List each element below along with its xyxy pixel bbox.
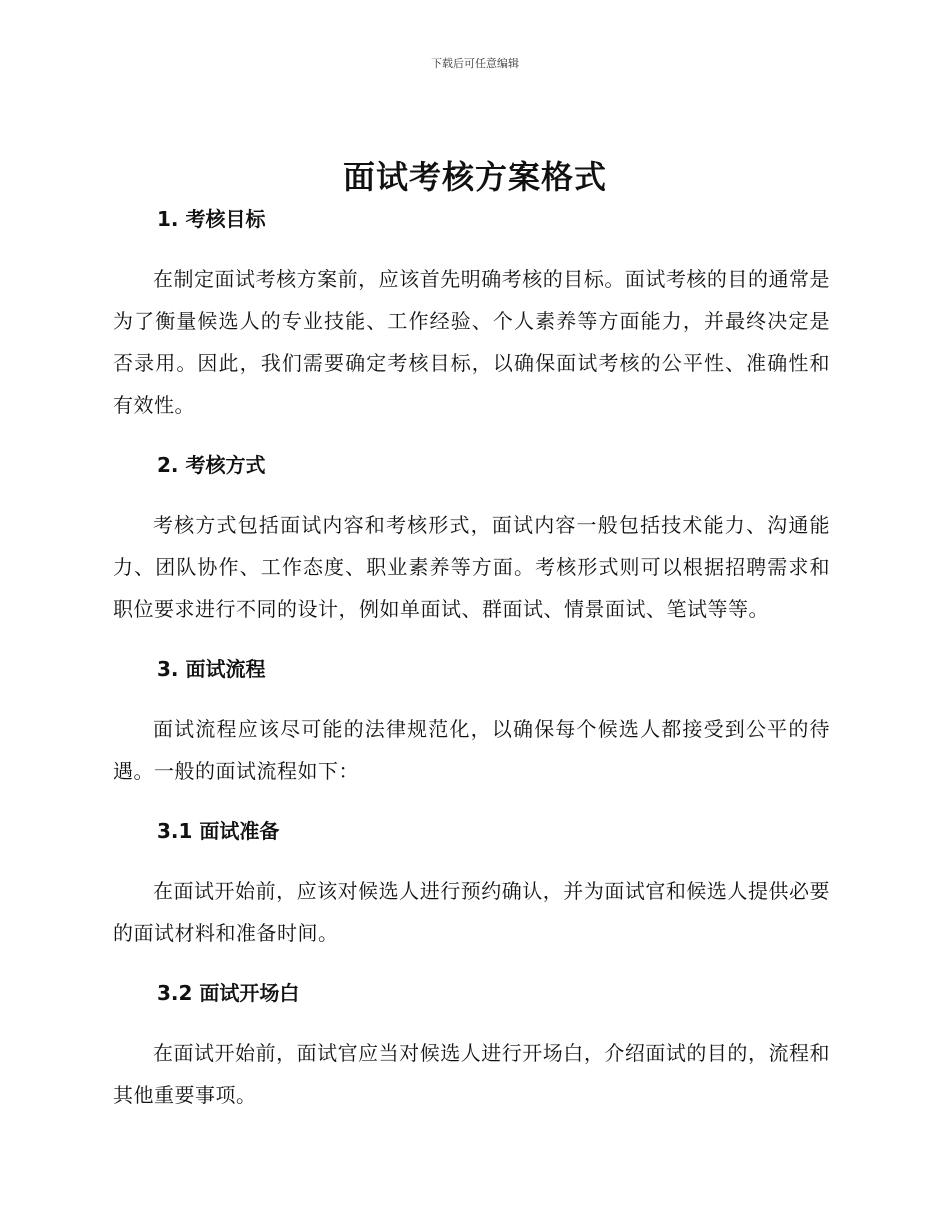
section-heading: 3.2 面试开场白	[157, 981, 300, 1005]
document-body	[113, 204, 830, 1116]
section-paragraph: 在面试开始前，应该对候选人进行预约确认，并为面试官和候选人提供必要的面试材料和准备时间。	[113, 879, 830, 945]
page-header-note: 下载后可任意编辑	[431, 57, 519, 70]
section-paragraph: 考核方式包括面试内容和考核形式，面试内容一般包括技术能力、沟通能力、团队协作、工作态度、职业素养等方面。考核形式则可以根据招聘需求和职位要求进行不同的设计，例如单面试、群面试、情景面试、笔试等等。	[113, 513, 830, 621]
section-opening	[113, 978, 830, 1116]
section-heading: 2. 考核方式	[157, 453, 266, 477]
section-process	[113, 654, 830, 816]
section-heading: 3. 面试流程	[157, 657, 266, 681]
section-paragraph: 在制定面试考核方案前，应该首先明确考核的目标。面试考核的目的通常是为了衡量候选人的专业技能、工作经验、个人素养等方面能力，并最终决定是否录用。因此，我们需要确定考核目标，以确保面试考核的公平性、准确性和有效性。	[113, 267, 830, 417]
section-method	[113, 450, 830, 654]
section-paragraph: 在面试开始前，面试官应当对候选人进行开场白，介绍面试的目的，流程和其他重要事项。	[113, 1041, 830, 1107]
section-preparation	[113, 816, 830, 978]
document-title: 面试考核方案格式	[342, 158, 607, 196]
section-goal	[113, 204, 830, 450]
section-heading: 3.1 面试准备	[157, 819, 280, 843]
section-paragraph: 面试流程应该尽可能的法律规范化，以确保每个候选人都接受到公平的待遇。一般的面试流程如下：	[113, 717, 830, 783]
section-heading: 1. 考核目标	[157, 207, 266, 231]
